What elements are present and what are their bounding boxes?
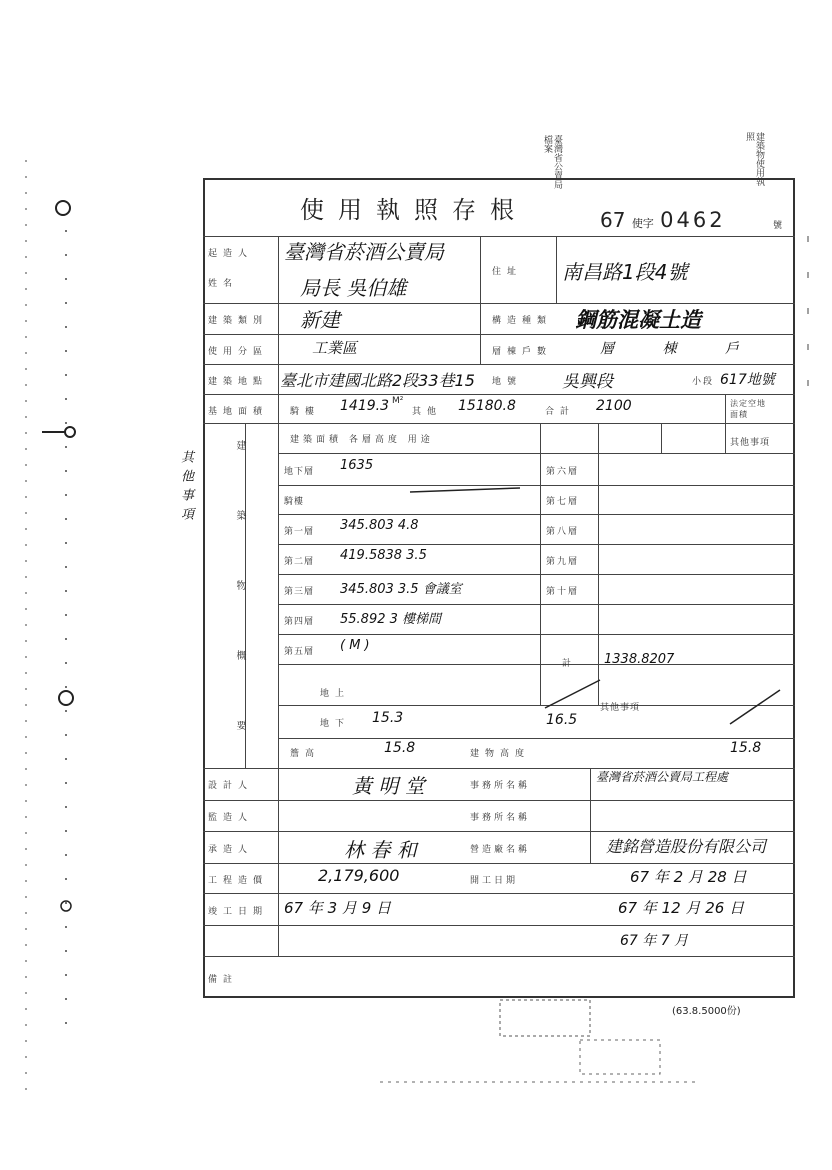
floor-row-value: 345.803 4.8 <box>340 518 419 533</box>
land-value: 吳興段 <box>562 372 613 392</box>
building-count-label: 層棟戶數 <box>492 347 553 357</box>
land-no-value: 617地號 <box>720 372 775 388</box>
other-area-value: 15180.8 <box>458 398 516 414</box>
other-area-label: 其他 <box>412 407 443 417</box>
arcade-unit: M² <box>392 396 404 406</box>
eave-label: 簷高 <box>290 749 321 759</box>
company-label: 營造廠名稱 <box>470 845 531 855</box>
area-label: 基地面積 <box>208 407 269 417</box>
document-title: 使用執照存根 <box>300 196 528 224</box>
builder-label: 承造人 <box>208 845 254 855</box>
strike-line-2 <box>545 680 600 708</box>
arcade-value: 1419.3 <box>340 398 389 414</box>
use-label: 使用分區 <box>208 347 269 357</box>
start-label: 開工日期 <box>470 876 519 886</box>
basement-value: 15.3 <box>372 710 404 726</box>
name-label: 姓名 <box>208 279 239 289</box>
land-label: 地號 <box>492 377 523 387</box>
legal-open-label: 法定空地面積 <box>730 399 766 419</box>
punch-hole-top-icon <box>56 201 70 215</box>
issued-value: 67 年 7 月 <box>620 933 689 949</box>
small-section-label: 小段 <box>692 377 715 387</box>
floor-row-value: 55.892 3 樓梯間 <box>340 612 442 627</box>
permit-year: 67 <box>600 208 626 232</box>
height-value: 15.8 <box>730 740 762 756</box>
cost-label: 工程造價 <box>208 876 269 886</box>
floor-header: 建築面積 各層高度 用途 <box>290 435 434 445</box>
site-value: 臺北市建國北路2段33巷15 <box>280 371 475 390</box>
archive-stamp-right: 建築物使用執照 <box>744 132 764 186</box>
inspect-value: 67 年 12 月 26 日 <box>618 899 745 917</box>
floor-row-value: ( M ) <box>340 638 370 653</box>
builder-value: 林 春 和 <box>344 838 417 862</box>
eave-value: 15.8 <box>384 740 416 756</box>
stair-value: 16.5 <box>546 712 578 728</box>
ground-label: 地上 <box>320 689 351 699</box>
use-value: 工業區 <box>312 339 358 357</box>
floor-row-right-label: 第九層 <box>546 557 580 567</box>
floor-row-right-label: 第十層 <box>546 587 580 597</box>
designer-value: 黃 明 堂 <box>352 774 425 798</box>
office-value: 臺灣省菸酒公賣局工程處 <box>596 770 729 784</box>
floor-total-label: 計 <box>562 659 578 669</box>
print-run-code: (63.8.5000份) <box>672 1006 741 1017</box>
margin-note-vertical: 其他事項 <box>178 450 193 526</box>
floor-row-value: 345.803 3.5 會議室 <box>340 582 462 597</box>
permit-number: 0462 <box>660 208 726 232</box>
floor-row-right-label: 第七層 <box>546 497 580 507</box>
floor-row-value: 1635 <box>340 458 374 473</box>
archive-stamp-left: 臺灣省公賣局檔案 <box>542 135 562 189</box>
category-label: 建築類別 <box>208 316 269 326</box>
site-label: 建築地點 <box>208 377 269 387</box>
floor-row-label: 第四層 <box>284 617 315 627</box>
floor-total-value: 1338.8207 <box>604 652 675 667</box>
supervisor-office-label: 事務所名稱 <box>470 813 531 823</box>
cost-value: 2,179,600 <box>318 866 400 885</box>
start-value: 67 年 2 月 28 日 <box>630 868 747 886</box>
address-label: 住址 <box>492 267 523 277</box>
basement-label: 地下 <box>320 719 351 729</box>
designer-label: 設計人 <box>208 781 254 791</box>
punch-hole-low-icon <box>59 691 73 705</box>
finish-value: 67 年 3 月 9 日 <box>284 899 392 917</box>
sum-value: 2100 <box>596 398 632 414</box>
floor-row-label: 騎樓 <box>284 497 305 507</box>
structure-value: 鋼筋混凝土造 <box>575 308 701 332</box>
structure-label: 構造種類 <box>492 316 553 326</box>
floor-row-right-label: 第六層 <box>546 467 580 477</box>
supervisor-label: 監造人 <box>208 813 254 823</box>
name-value: 局長 吳伯雄 <box>300 276 407 300</box>
floor-row-right-label: 第八層 <box>546 527 580 537</box>
height-label: 建物高度 <box>470 749 531 759</box>
building-summary-vertical: 建築物概要 <box>234 440 245 790</box>
remark-label: 備註 <box>208 975 239 985</box>
company-value: 建銘營造股份有限公司 <box>606 837 767 856</box>
floor-row-value: 419.5838 3.5 <box>340 548 427 563</box>
floor-row-label: 第一層 <box>284 527 315 537</box>
side-note-label: 其他事項 <box>730 438 771 448</box>
faded-stamp-box-2 <box>580 1040 660 1074</box>
other-matters-label: 其他事項 <box>600 703 641 713</box>
building-value: 層 棟 戶 <box>600 341 761 357</box>
permit-word: 使字 <box>631 217 654 230</box>
floor-row-label: 第五層 <box>284 647 315 657</box>
sum-label: 合計 <box>545 407 576 417</box>
floor-row-label: 第三層 <box>284 587 315 597</box>
address-value: 南昌路1段4號 <box>562 260 688 284</box>
applicant-label: 起造人 <box>208 249 254 259</box>
applicant-value: 臺灣省菸酒公賣局 <box>284 240 444 264</box>
floor-row-label: 第二層 <box>284 557 315 567</box>
permit-suffix: 號 <box>773 221 783 231</box>
finish-label: 竣工日期 <box>208 907 269 917</box>
arcade-label: 騎樓 <box>290 407 321 417</box>
faded-stamp-box <box>500 1000 590 1036</box>
office-label: 事務所名稱 <box>470 781 531 791</box>
category-value: 新建 <box>300 308 340 332</box>
floor-row-label: 地下層 <box>284 467 315 477</box>
punch-hole-mid-icon <box>65 427 75 437</box>
strike-line-3 <box>730 690 780 724</box>
strike-line-1 <box>410 488 520 492</box>
